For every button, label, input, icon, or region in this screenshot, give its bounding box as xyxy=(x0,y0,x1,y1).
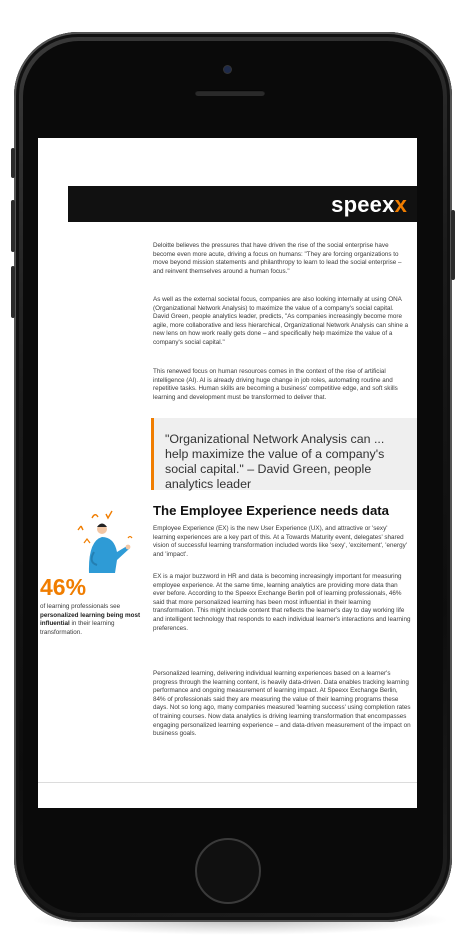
intro-paragraph-1: Deloitte believes the pressures that have driven the rise of the social enterprise have become even more acute, driving a focus on humans: "They are forcing organizations to move beyond mission statements and philanthropy to learn to lead the social enterprise – and reinvent themselves around a human focus." xyxy=(153,242,402,275)
speexx-logo: speexx xyxy=(331,192,407,217)
intro-paragraph-3: This renewed focus on human resources comes in the context of the rise of artificial intelligence (AI). AI is already driving huge change in job roles, automating routine and repetitive tasks. Human skills are becoming a business' competitive edge, and soft skills learning and development must be transformed to deliver that. xyxy=(153,368,398,401)
camera-icon xyxy=(224,66,231,73)
section-paragraph-3: Personalized learning, delivering individual learning experiences based on a learner's progress through the learning content, is heavily data-driven. Data enables tracking learning performance and ongoing measurement of learning impact. At Speexx Exchange Berlin, 84% of professionals said they are measuring the value of their learning programs these days. Not so long ago, many companies measured 'learning success' using completion rates of training courses. Now data analytics is driving learning transformation that encompasses engaging personalized learning experience – and data-driven measurement of the impact on business goals. xyxy=(153,670,411,738)
stat-value: 46% xyxy=(40,574,87,600)
earpiece-speaker xyxy=(195,90,265,96)
section-paragraph-1: Employee Experience (EX) is the new User Experience (UX), and attractive or 'sexy' learning experiences are a key part of this. At a Towards Maturity event, delegates' shared vision of successful learning transformation included words like 'sexy', 'excitement', 'energy' and 'impact'. xyxy=(153,525,407,558)
thinking-person-illustration-icon xyxy=(70,508,140,573)
stat-caption: of learning professionals see personalized learning being most influential in their learning transformation. xyxy=(40,603,141,636)
section-paragraph-2: EX is a major buzzword in HR and data is becoming increasingly important for measuring employee experience. At the same time, learning analytics are providing more data than ever before. According to the Speexx Exchange Berlin poll of learning professionals, 46% said that more personalized learning has been most influential in their learning transformation. This might include content that reflects the learner's day to day working life and intelligent technology that responds to each individual learner's interactions and learning preferences. xyxy=(153,573,411,632)
quote-text: "Organizational Network Analysis can ... help maximize the value of a company's social capital." – David Green, people analytics leader xyxy=(165,432,385,491)
page-divider xyxy=(38,782,417,783)
section-heading: The Employee Experience needs data xyxy=(153,503,390,518)
mute-switch xyxy=(11,148,15,178)
volume-up-button xyxy=(11,200,15,252)
pull-quote xyxy=(151,418,417,490)
quote-accent-bar xyxy=(151,418,154,490)
power-button xyxy=(451,210,455,280)
volume-down-button xyxy=(11,266,15,318)
intro-paragraph-2: As well as the external societal focus, companies are also looking internally at using ONA (Organizational Network Analysis) to maximize the value of a company's social capital. David Green, people analytics leader, predicts, "As companies increasingly become more agile, more collaborative and less hierarchical, Organizational Network Analysis can shine a new lens on how work really gets done – and specifically help maximize the value of a company's social capital." xyxy=(153,296,409,346)
brand-banner xyxy=(68,186,417,222)
phone-screen xyxy=(38,138,417,808)
home-button[interactable] xyxy=(195,838,261,904)
